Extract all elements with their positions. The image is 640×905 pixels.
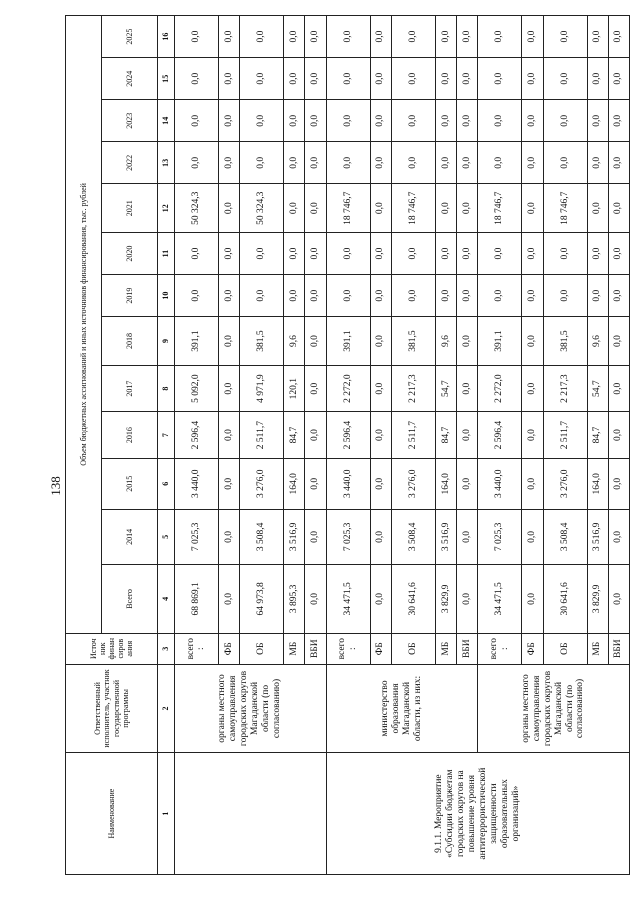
year-value-cell: 0,0 bbox=[608, 458, 629, 509]
year-value-cell: 0,0 bbox=[370, 317, 391, 366]
year-value-cell: 0,0 bbox=[326, 100, 370, 142]
year-value-cell: 0,0 bbox=[284, 100, 305, 142]
year-value-cell: 0,0 bbox=[436, 58, 457, 100]
year-value-cell: 0,0 bbox=[284, 233, 305, 275]
year-value-cell: 9,6 bbox=[284, 317, 305, 366]
header-year: 2024 bbox=[102, 58, 158, 100]
year-value-cell: 0,0 bbox=[608, 365, 629, 411]
year-value-cell: 0,0 bbox=[326, 58, 370, 100]
year-value-cell: 84,7 bbox=[587, 412, 608, 458]
year-value-cell: 7 025,3 bbox=[174, 509, 218, 564]
executor-cell: министерство образования Магаданской области, из них: bbox=[326, 664, 478, 753]
year-value-cell: 391,1 bbox=[174, 317, 218, 366]
year-value-cell: 0,0 bbox=[370, 142, 391, 184]
table-row bbox=[478, 16, 522, 875]
year-value-cell: 0,0 bbox=[370, 509, 391, 564]
year-value-cell: 0,0 bbox=[457, 16, 478, 58]
header-year: 2020 bbox=[102, 233, 158, 275]
header-name: Наименование bbox=[66, 753, 158, 875]
header-year: 2021 bbox=[102, 184, 158, 233]
column-number: 8 bbox=[158, 365, 175, 411]
year-value-cell: 0,0 bbox=[522, 509, 543, 564]
total-value-cell: 3 829,9 bbox=[587, 565, 608, 634]
year-value-cell: 54,7 bbox=[436, 365, 457, 411]
year-value-cell: 0,0 bbox=[219, 184, 240, 233]
year-value-cell: 3 508,4 bbox=[240, 509, 284, 564]
header-executor: Ответственный исполнитель, участник государственной программы bbox=[66, 664, 158, 753]
year-value-cell: 0,0 bbox=[478, 58, 522, 100]
year-value-cell: 164,0 bbox=[284, 458, 305, 509]
year-value-cell: 0,0 bbox=[240, 233, 284, 275]
year-value-cell: 2 272,0 bbox=[326, 365, 370, 411]
year-value-cell: 0,0 bbox=[305, 142, 326, 184]
rotated-page bbox=[65, 15, 630, 875]
header-year: 2014 bbox=[102, 509, 158, 564]
year-value-cell: 381,5 bbox=[391, 317, 435, 366]
year-value-cell: 0,0 bbox=[543, 16, 587, 58]
year-value-cell: 0,0 bbox=[608, 100, 629, 142]
total-value-cell: 34 471,5 bbox=[326, 565, 370, 634]
total-value-cell: 3 829,9 bbox=[436, 565, 457, 634]
year-value-cell: 0,0 bbox=[219, 412, 240, 458]
year-value-cell: 0,0 bbox=[436, 275, 457, 317]
year-value-cell: 0,0 bbox=[543, 233, 587, 275]
year-value-cell: 0,0 bbox=[587, 233, 608, 275]
column-number: 14 bbox=[158, 100, 175, 142]
column-number: 13 bbox=[158, 142, 175, 184]
year-value-cell: 9,6 bbox=[436, 317, 457, 366]
year-value-cell: 0,0 bbox=[587, 58, 608, 100]
source-cell: МБ bbox=[284, 633, 305, 664]
year-value-cell: 0,0 bbox=[219, 58, 240, 100]
header-year: 2022 bbox=[102, 142, 158, 184]
year-value-cell: 2 511,7 bbox=[240, 412, 284, 458]
year-value-cell: 54,7 bbox=[587, 365, 608, 411]
column-number: 2 bbox=[158, 664, 175, 753]
year-value-cell: 0,0 bbox=[305, 184, 326, 233]
year-value-cell: 0,0 bbox=[543, 142, 587, 184]
year-value-cell: 3 508,4 bbox=[543, 509, 587, 564]
year-value-cell: 0,0 bbox=[219, 275, 240, 317]
year-value-cell: 0,0 bbox=[436, 16, 457, 58]
header-year: 2023 bbox=[102, 100, 158, 142]
year-value-cell: 0,0 bbox=[305, 458, 326, 509]
year-value-cell: 0,0 bbox=[219, 509, 240, 564]
year-value-cell: 0,0 bbox=[174, 142, 218, 184]
year-value-cell: 0,0 bbox=[436, 184, 457, 233]
table-row bbox=[174, 16, 218, 875]
year-value-cell: 0,0 bbox=[457, 317, 478, 366]
year-value-cell: 381,5 bbox=[543, 317, 587, 366]
year-value-cell: 0,0 bbox=[522, 142, 543, 184]
year-value-cell: 0,0 bbox=[240, 100, 284, 142]
year-value-cell: 0,0 bbox=[284, 184, 305, 233]
column-number: 1 bbox=[158, 753, 175, 875]
year-value-cell: 0,0 bbox=[174, 233, 218, 275]
column-number: 10 bbox=[158, 275, 175, 317]
year-value-cell: 3 440,0 bbox=[174, 458, 218, 509]
source-cell: ФБ bbox=[370, 633, 391, 664]
year-value-cell: 164,0 bbox=[436, 458, 457, 509]
year-value-cell: 0,0 bbox=[219, 16, 240, 58]
year-value-cell: 2 596,4 bbox=[478, 412, 522, 458]
year-value-cell: 0,0 bbox=[522, 365, 543, 411]
year-value-cell: 0,0 bbox=[543, 275, 587, 317]
year-value-cell: 0,0 bbox=[240, 58, 284, 100]
year-value-cell: 18 746,7 bbox=[543, 184, 587, 233]
source-cell: ФБ bbox=[522, 633, 543, 664]
year-value-cell: 0,0 bbox=[478, 233, 522, 275]
header-funding-title: Объем бюджетных ассигнований и иных источников финансирования, тыс. рублей bbox=[66, 16, 102, 634]
year-value-cell: 0,0 bbox=[326, 16, 370, 58]
year-value-cell: 0,0 bbox=[457, 275, 478, 317]
year-value-cell: 2 272,0 bbox=[478, 365, 522, 411]
header-year: 2018 bbox=[102, 317, 158, 366]
year-value-cell: 0,0 bbox=[478, 100, 522, 142]
year-value-cell: 2 511,7 bbox=[543, 412, 587, 458]
source-cell: ОБ bbox=[543, 633, 587, 664]
year-value-cell: 0,0 bbox=[370, 365, 391, 411]
header-year: 2019 bbox=[102, 275, 158, 317]
source-cell: ФБ bbox=[219, 633, 240, 664]
year-value-cell: 2 217,3 bbox=[543, 365, 587, 411]
year-value-cell: 3 440,0 bbox=[478, 458, 522, 509]
year-value-cell: 0,0 bbox=[522, 275, 543, 317]
year-value-cell: 0,0 bbox=[219, 233, 240, 275]
source-cell: ОБ bbox=[240, 633, 284, 664]
year-value-cell: 4 971,9 bbox=[240, 365, 284, 411]
year-value-cell: 0,0 bbox=[305, 365, 326, 411]
column-number: 15 bbox=[158, 58, 175, 100]
header-year: 2015 bbox=[102, 458, 158, 509]
year-value-cell: 3 276,0 bbox=[543, 458, 587, 509]
source-cell: МБ bbox=[587, 633, 608, 664]
year-value-cell: 3 440,0 bbox=[326, 458, 370, 509]
year-value-cell: 0,0 bbox=[370, 100, 391, 142]
column-number: 12 bbox=[158, 184, 175, 233]
year-value-cell: 0,0 bbox=[305, 412, 326, 458]
year-value-cell: 0,0 bbox=[284, 16, 305, 58]
year-value-cell: 0,0 bbox=[587, 16, 608, 58]
year-value-cell: 0,0 bbox=[478, 142, 522, 184]
header-total: Всего bbox=[102, 565, 158, 634]
column-number: 16 bbox=[158, 16, 175, 58]
total-value-cell: 30 641,6 bbox=[543, 565, 587, 634]
name-cell-empty bbox=[174, 753, 326, 875]
year-value-cell: 0,0 bbox=[219, 365, 240, 411]
year-value-cell: 0,0 bbox=[587, 142, 608, 184]
total-value-cell: 0,0 bbox=[608, 565, 629, 634]
year-value-cell: 0,0 bbox=[370, 233, 391, 275]
total-value-cell: 0,0 bbox=[219, 565, 240, 634]
year-value-cell: 0,0 bbox=[608, 275, 629, 317]
year-value-cell: 0,0 bbox=[284, 58, 305, 100]
year-value-cell: 2 511,7 bbox=[391, 412, 435, 458]
year-value-cell: 0,0 bbox=[608, 142, 629, 184]
executor-cell: органы местного самоуправления городских округов Магаданской области (по согласованию) bbox=[478, 664, 630, 753]
year-value-cell: 0,0 bbox=[457, 412, 478, 458]
year-value-cell: 0,0 bbox=[436, 233, 457, 275]
year-value-cell: 0,0 bbox=[457, 509, 478, 564]
year-value-cell: 3 516,9 bbox=[284, 509, 305, 564]
year-value-cell: 391,1 bbox=[326, 317, 370, 366]
year-value-cell: 84,7 bbox=[436, 412, 457, 458]
year-value-cell: 0,0 bbox=[305, 100, 326, 142]
year-value-cell: 3 516,9 bbox=[587, 509, 608, 564]
page-number: 138 bbox=[48, 476, 63, 496]
year-value-cell: 0,0 bbox=[587, 275, 608, 317]
year-value-cell: 0,0 bbox=[587, 184, 608, 233]
year-value-cell: 0,0 bbox=[522, 233, 543, 275]
year-value-cell: 0,0 bbox=[478, 275, 522, 317]
header-year: 2025 bbox=[102, 16, 158, 58]
year-value-cell: 0,0 bbox=[457, 142, 478, 184]
table-row bbox=[326, 16, 370, 875]
year-value-cell: 0,0 bbox=[370, 58, 391, 100]
year-value-cell: 0,0 bbox=[522, 184, 543, 233]
source-cell: ВБИ bbox=[305, 633, 326, 664]
year-value-cell: 0,0 bbox=[305, 317, 326, 366]
year-value-cell: 50 324,3 bbox=[240, 184, 284, 233]
year-value-cell: 7 025,3 bbox=[478, 509, 522, 564]
header-source: Источ ник финан сиров ания bbox=[66, 633, 158, 664]
year-value-cell: 0,0 bbox=[219, 142, 240, 184]
total-value-cell: 64 973,8 bbox=[240, 565, 284, 634]
year-value-cell: 0,0 bbox=[457, 58, 478, 100]
source-cell: всего : bbox=[478, 633, 522, 664]
header-year: 2016 bbox=[102, 412, 158, 458]
year-value-cell: 0,0 bbox=[219, 100, 240, 142]
total-value-cell: 34 471,5 bbox=[478, 565, 522, 634]
year-value-cell: 0,0 bbox=[370, 412, 391, 458]
year-value-cell: 0,0 bbox=[174, 16, 218, 58]
year-value-cell: 0,0 bbox=[391, 142, 435, 184]
year-value-cell: 84,7 bbox=[284, 412, 305, 458]
year-value-cell: 0,0 bbox=[305, 275, 326, 317]
year-value-cell: 0,0 bbox=[457, 365, 478, 411]
executor-cell: органы местного самоуправления городских округов Магаданской области (по согласованию) bbox=[174, 664, 326, 753]
total-value-cell: 0,0 bbox=[305, 565, 326, 634]
year-value-cell: 0,0 bbox=[522, 100, 543, 142]
year-value-cell: 2 217,3 bbox=[391, 365, 435, 411]
year-value-cell: 0,0 bbox=[391, 233, 435, 275]
column-number: 4 bbox=[158, 565, 175, 634]
total-value-cell: 0,0 bbox=[457, 565, 478, 634]
year-value-cell: 0,0 bbox=[370, 16, 391, 58]
year-value-cell: 0,0 bbox=[305, 233, 326, 275]
year-value-cell: 0,0 bbox=[457, 458, 478, 509]
year-value-cell: 0,0 bbox=[608, 412, 629, 458]
year-value-cell: 0,0 bbox=[608, 58, 629, 100]
source-cell: МБ bbox=[436, 633, 457, 664]
year-value-cell: 0,0 bbox=[370, 458, 391, 509]
column-number: 11 bbox=[158, 233, 175, 275]
column-number: 9 bbox=[158, 317, 175, 366]
source-cell: всего : bbox=[326, 633, 370, 664]
year-value-cell: 18 746,7 bbox=[478, 184, 522, 233]
year-value-cell: 0,0 bbox=[305, 58, 326, 100]
year-value-cell: 0,0 bbox=[370, 275, 391, 317]
total-value-cell: 3 895,3 bbox=[284, 565, 305, 634]
year-value-cell: 0,0 bbox=[326, 142, 370, 184]
total-value-cell: 68 869,1 bbox=[174, 565, 218, 634]
year-value-cell: 0,0 bbox=[305, 509, 326, 564]
year-value-cell: 9,6 bbox=[587, 317, 608, 366]
year-value-cell: 2 596,4 bbox=[174, 412, 218, 458]
year-value-cell: 0,0 bbox=[522, 58, 543, 100]
year-value-cell: 0,0 bbox=[522, 412, 543, 458]
year-value-cell: 0,0 bbox=[608, 317, 629, 366]
total-value-cell: 30 641,6 bbox=[391, 565, 435, 634]
column-number: 7 bbox=[158, 412, 175, 458]
year-value-cell: 0,0 bbox=[522, 458, 543, 509]
column-number: 3 bbox=[158, 633, 175, 664]
year-value-cell: 0,0 bbox=[457, 100, 478, 142]
year-value-cell: 0,0 bbox=[391, 58, 435, 100]
year-value-cell: 0,0 bbox=[543, 100, 587, 142]
year-value-cell: 381,5 bbox=[240, 317, 284, 366]
year-value-cell: 0,0 bbox=[305, 16, 326, 58]
year-value-cell: 0,0 bbox=[608, 16, 629, 58]
year-value-cell: 0,0 bbox=[240, 275, 284, 317]
year-value-cell: 0,0 bbox=[326, 275, 370, 317]
year-value-cell: 0,0 bbox=[391, 275, 435, 317]
year-value-cell: 0,0 bbox=[284, 142, 305, 184]
total-value-cell: 0,0 bbox=[370, 565, 391, 634]
year-value-cell: 0,0 bbox=[608, 233, 629, 275]
year-value-cell: 0,0 bbox=[436, 100, 457, 142]
year-value-cell: 0,0 bbox=[436, 142, 457, 184]
source-cell: ВБИ bbox=[608, 633, 629, 664]
year-value-cell: 3 516,9 bbox=[436, 509, 457, 564]
year-value-cell: 50 324,3 bbox=[174, 184, 218, 233]
year-value-cell: 0,0 bbox=[240, 142, 284, 184]
year-value-cell: 7 025,3 bbox=[326, 509, 370, 564]
column-number: 5 bbox=[158, 509, 175, 564]
year-value-cell: 0,0 bbox=[219, 458, 240, 509]
year-value-cell: 5 092,0 bbox=[174, 365, 218, 411]
year-value-cell: 2 596,4 bbox=[326, 412, 370, 458]
year-value-cell: 0,0 bbox=[478, 16, 522, 58]
year-value-cell: 0,0 bbox=[522, 317, 543, 366]
header-year: 2017 bbox=[102, 365, 158, 411]
year-value-cell: 0,0 bbox=[174, 58, 218, 100]
year-value-cell: 0,0 bbox=[174, 275, 218, 317]
source-cell: всего : bbox=[174, 633, 218, 664]
year-value-cell: 0,0 bbox=[391, 100, 435, 142]
year-value-cell: 0,0 bbox=[370, 184, 391, 233]
year-value-cell: 120,1 bbox=[284, 365, 305, 411]
year-value-cell: 0,0 bbox=[608, 184, 629, 233]
year-value-cell: 18 746,7 bbox=[391, 184, 435, 233]
source-cell: ОБ bbox=[391, 633, 435, 664]
year-value-cell: 0,0 bbox=[457, 184, 478, 233]
total-value-cell: 0,0 bbox=[522, 565, 543, 634]
year-value-cell: 0,0 bbox=[219, 317, 240, 366]
year-value-cell: 164,0 bbox=[587, 458, 608, 509]
year-value-cell: 0,0 bbox=[391, 16, 435, 58]
year-value-cell: 3 276,0 bbox=[391, 458, 435, 509]
year-value-cell: 0,0 bbox=[326, 233, 370, 275]
column-number: 6 bbox=[158, 458, 175, 509]
year-value-cell: 0,0 bbox=[457, 233, 478, 275]
source-cell: ВБИ bbox=[457, 633, 478, 664]
year-value-cell: 0,0 bbox=[608, 509, 629, 564]
year-value-cell: 18 746,7 bbox=[326, 184, 370, 233]
year-value-cell: 0,0 bbox=[240, 16, 284, 58]
year-value-cell: 0,0 bbox=[587, 100, 608, 142]
year-value-cell: 0,0 bbox=[543, 58, 587, 100]
year-value-cell: 0,0 bbox=[284, 275, 305, 317]
year-value-cell: 3 508,4 bbox=[391, 509, 435, 564]
year-value-cell: 0,0 bbox=[174, 100, 218, 142]
year-value-cell: 391,1 bbox=[478, 317, 522, 366]
measure-name: 9.1.1. Мероприятие «Субсидии бюджетам городских округов на повышение уровня антитеррористической защищенности образовательных организаций» bbox=[326, 753, 629, 875]
year-value-cell: 0,0 bbox=[522, 16, 543, 58]
year-value-cell: 3 276,0 bbox=[240, 458, 284, 509]
funding-table bbox=[65, 15, 630, 875]
